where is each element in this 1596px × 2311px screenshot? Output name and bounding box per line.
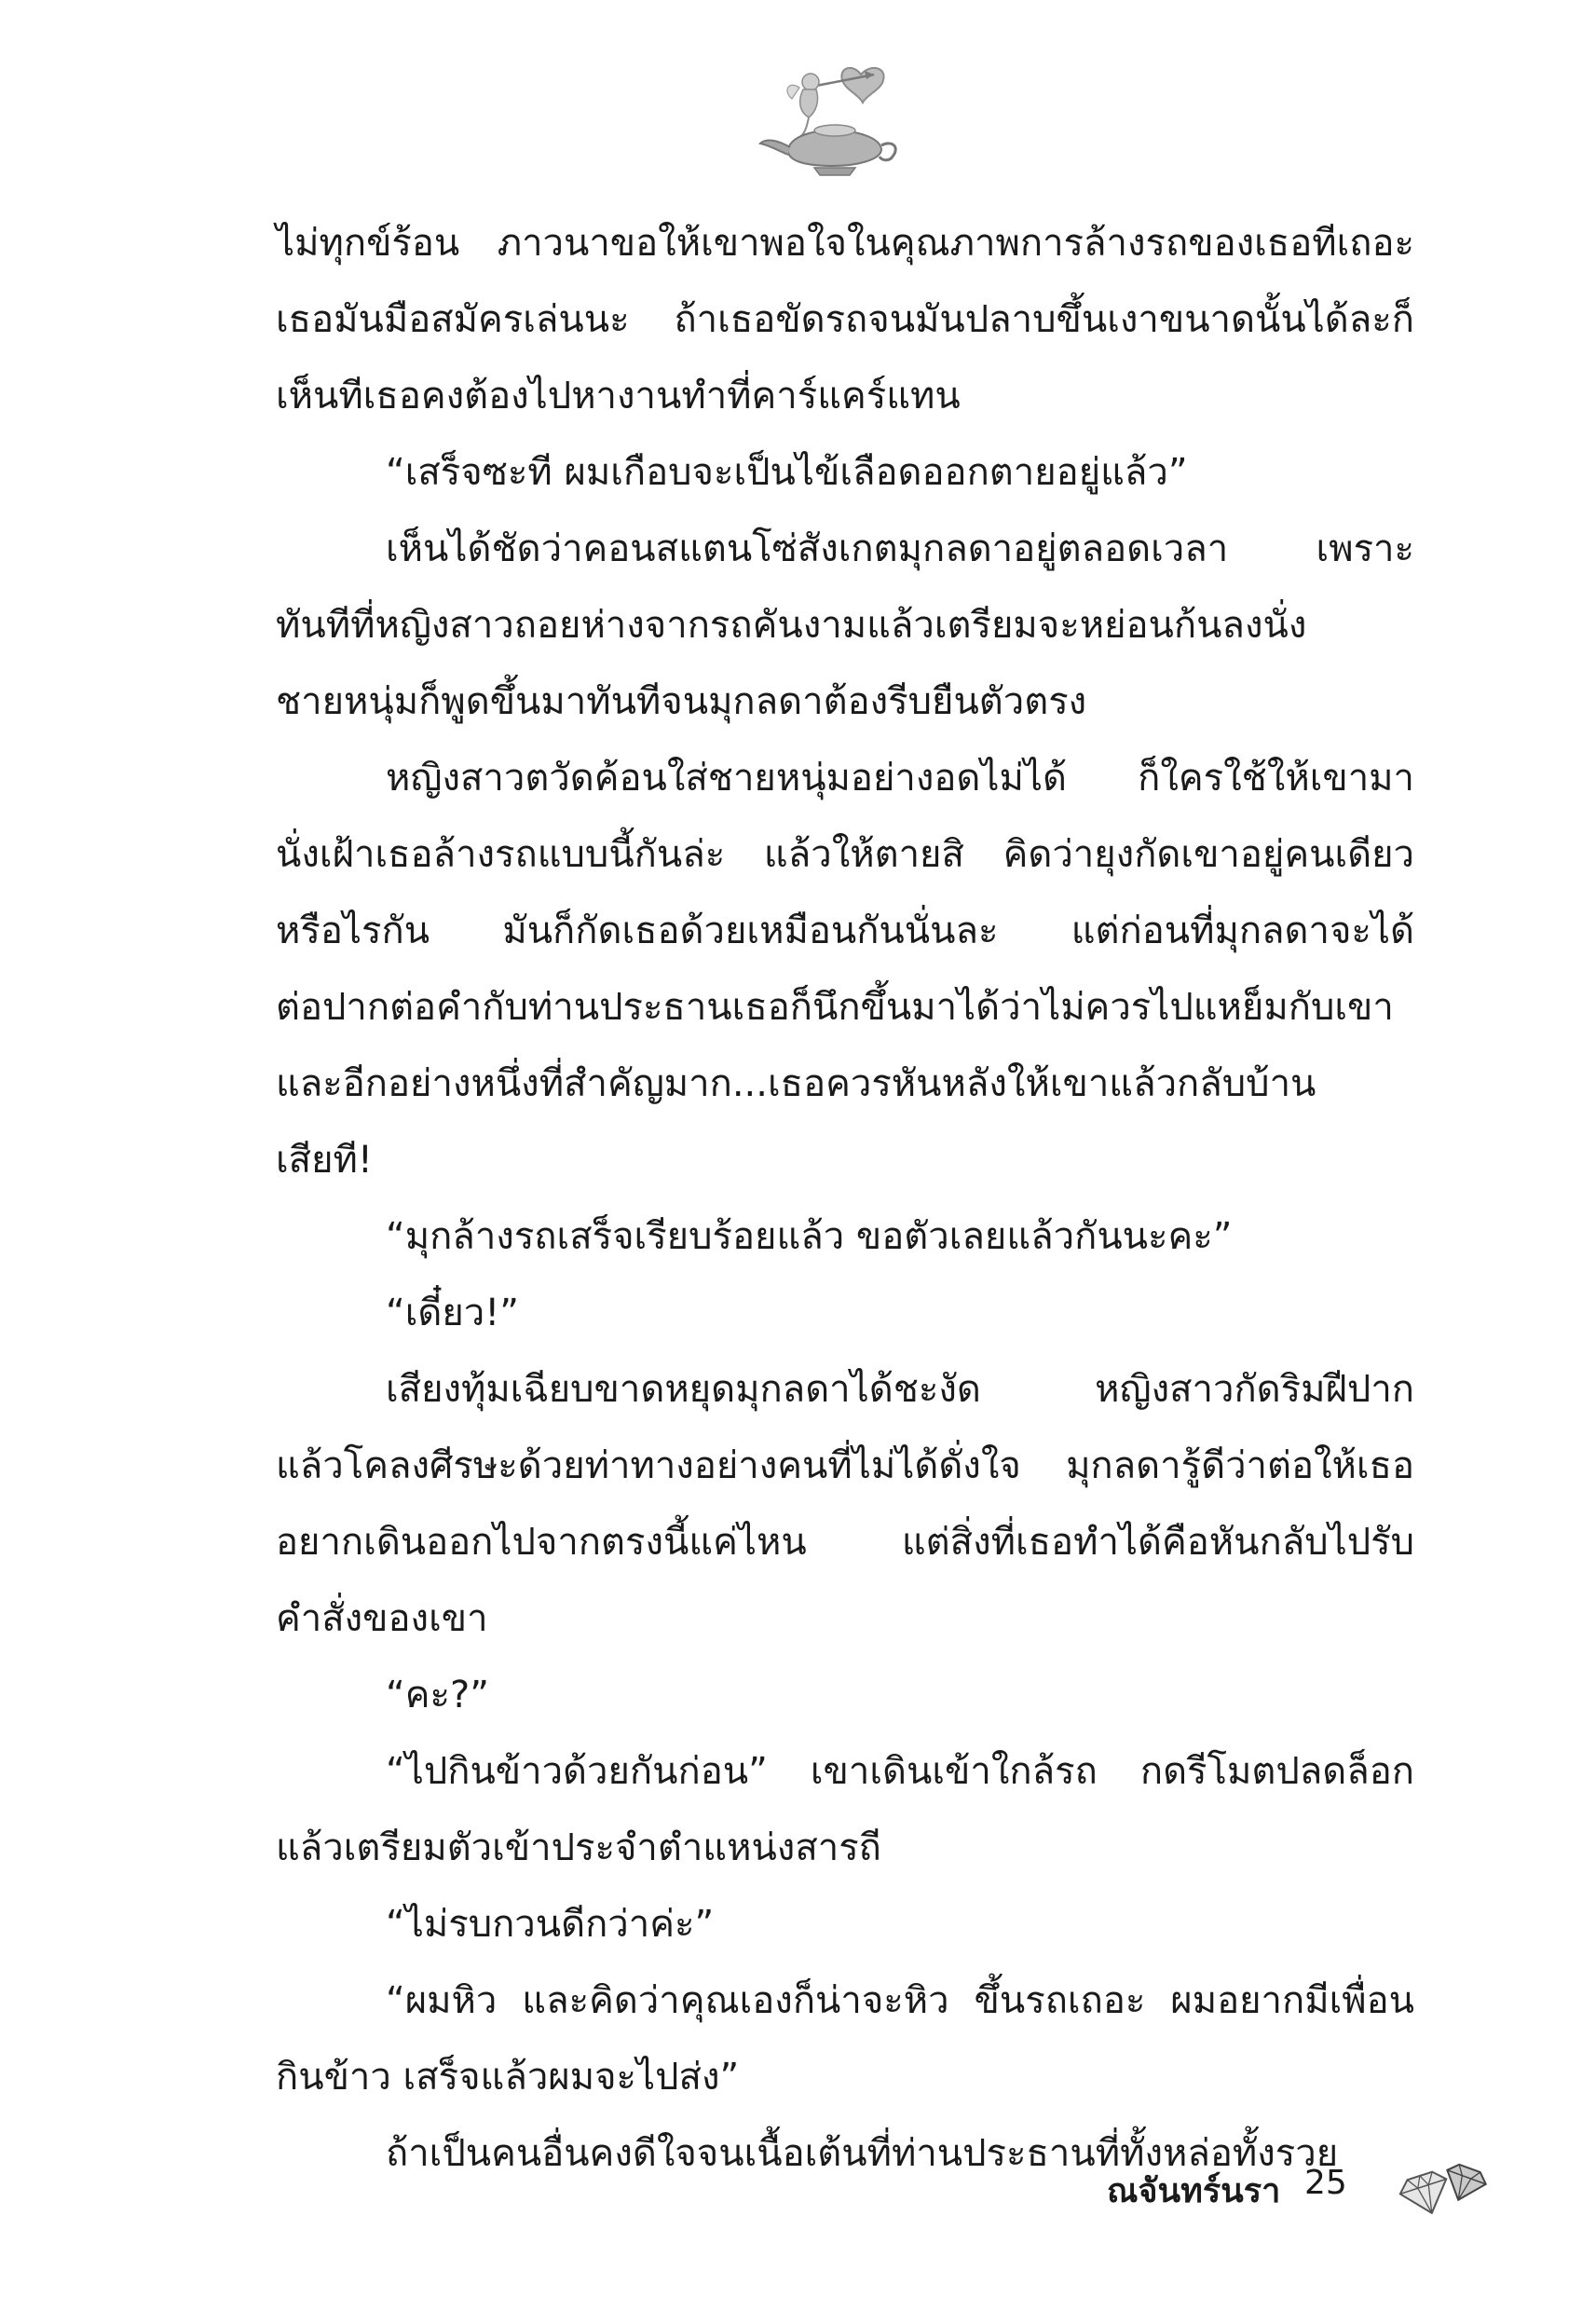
text-line: “เสร็จซะที ผมเกือบจะเป็นไข้เลือดออกตายอยู่แล้ว” — [386, 451, 1188, 494]
text-line: อยากเดินออกไปจากตรงนี้แค่ไหน แต่สิ่งที่เธอทำได้คือหันกลับไปรับ — [276, 1521, 1414, 1564]
text-line: เสียงทุ้มเฉียบขาดหยุดมุกลดาได้ชะงัด หญิงสาวกัดริมฝีปาก — [386, 1368, 1414, 1411]
text-line: “ไม่รบกวนดีกว่าค่ะ” — [386, 1903, 715, 1946]
text-line: “ไปกินข้าวด้วยกันก่อน” เขาเดินเข้าใกล้รถ กดรีโมตปลดล็อก — [386, 1750, 1414, 1793]
text-line: หรือไรกัน มันก็กัดเธอด้วยเหมือนกันนั่นละ แต่ก่อนที่มุกลดาจะได้ — [276, 909, 1414, 952]
text-line: เห็นได้ชัดว่าคอนสแตนโซ่สังเกตมุกลดาอยู่ตลอดเวลา เพราะ — [386, 527, 1414, 570]
text-line: ชายหนุ่มก็พูดขึ้นมาทันทีจนมุกลดาต้องรีบยืนตัวตรง — [276, 680, 1087, 723]
body-text — [276, 205, 1414, 2192]
text-line: “คะ?” — [386, 1674, 489, 1716]
text-line: และอีกอย่างหนึ่งที่สำคัญมาก...เธอควรหันหลังให้เขาแล้วกลับบ้าน — [276, 1062, 1316, 1105]
text-line: เสียที! — [276, 1139, 373, 1182]
author-name: ณจันทร์นรา — [1107, 2172, 1281, 2210]
cupid-teapot-ornament-icon — [751, 47, 919, 186]
text-line: แล้วเตรียมตัวเข้าประจำตำแหน่งสารถี — [276, 1826, 881, 1869]
text-line: นั่งเฝ้าเธอล้างรถแบบนี้กันล่ะ แล้วให้ตายสิ คิดว่ายุงกัดเขาอยู่คนเดียว — [276, 833, 1414, 876]
text-line: ถ้าเป็นคนอื่นคงดีใจจนเนื้อเต้นที่ท่านประธานที่ทั้งหล่อทั้งรวย — [386, 2132, 1339, 2175]
page-number: 25 — [1304, 2164, 1347, 2202]
text-line: คำสั่งของเขา — [276, 1597, 488, 1640]
text-line: เห็นทีเธอคงต้องไปหางานทำที่คาร์แคร์แทน — [276, 375, 961, 417]
text-line: “เดี๋ยว!” — [386, 1292, 520, 1334]
diamonds-icon — [1388, 2145, 1500, 2229]
text-line: เธอมันมือสมัครเล่นนะ ถ้าเธอขัดรถจนมันปลาบขึ้นเงาขนาดนั้นได้ละก็ — [276, 298, 1414, 341]
text-line: หญิงสาวตวัดค้อนใส่ชายหนุ่มอย่างอดไม่ได้ ก็ใครใช้ให้เขามา — [386, 757, 1414, 800]
text-line: ต่อปากต่อคำกับท่านประธานเธอก็นึกขึ้นมาได้ว่าไม่ควรไปแหย็มกับเขา — [276, 986, 1394, 1029]
text-line: ไม่ทุกข์ร้อน ภาวนาขอให้เขาพอใจในคุณภาพการล้างรถของเธอทีเถอะ — [276, 222, 1414, 265]
text-line: ทันทีที่หญิงสาวถอยห่างจากรถคันงามแล้วเตรียมจะหย่อนก้นลงนั่ง — [276, 604, 1307, 647]
text-line: แล้วโคลงศีรษะด้วยท่าทางอย่างคนที่ไม่ได้ดั่งใจ มุกลดารู้ดีว่าต่อให้เธอ — [276, 1444, 1414, 1487]
text-line: “ผมหิว และคิดว่าคุณเองก็น่าจะหิว ขึ้นรถเถอะ ผมอยากมีเพื่อน — [386, 1979, 1414, 2022]
text-line: กินข้าว เสร็จแล้วผมจะไปส่ง” — [276, 2056, 740, 2099]
text-line: “มุกล้างรถเสร็จเรียบร้อยแล้ว ขอตัวเลยแล้วกันนะคะ” — [386, 1215, 1233, 1258]
page-footer — [1071, 2145, 1500, 2229]
